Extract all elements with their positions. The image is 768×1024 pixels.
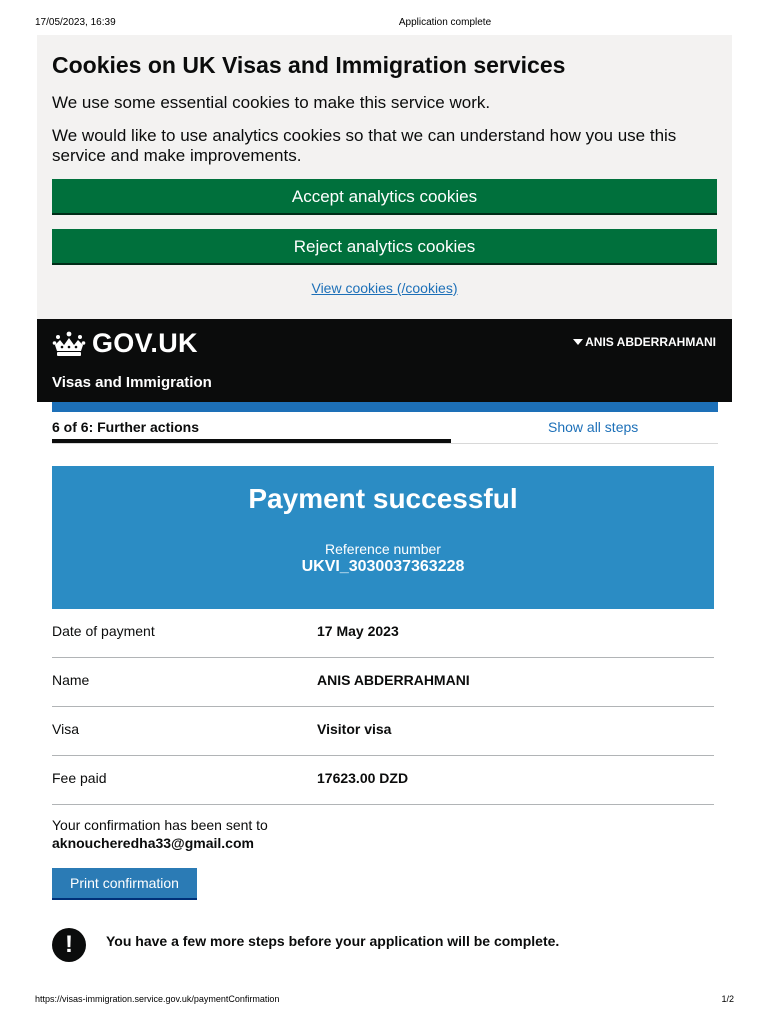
step-progress-bar <box>52 439 451 443</box>
panel-title: Payment successful <box>248 483 518 514</box>
print-url: https://visas-immigration.service.gov.uk/paymentConfirmation <box>35 994 280 1004</box>
summary-row-fee <box>52 756 714 805</box>
summary-key: Date of payment <box>52 623 155 639</box>
print-confirmation-button[interactable]: Print confirmation <box>52 868 197 898</box>
summary-value: ANIS ABDERRAHMANI <box>317 672 470 688</box>
view-cookies-link[interactable]: View cookies (/cookies) <box>311 280 458 296</box>
govuk-logo-text: GOV.UK <box>92 328 198 358</box>
warning-text: You have a few more steps before your application will be complete. <box>106 933 560 949</box>
print-page-title: Application complete <box>398 17 492 28</box>
summary-row-date <box>52 609 714 658</box>
summary-key: Fee paid <box>52 770 107 786</box>
summary-value: 17 May 2023 <box>317 623 399 639</box>
reference-number: UKVI_3030037363228 <box>301 558 465 575</box>
reject-cookies-button[interactable]: Reject analytics cookies <box>52 229 717 263</box>
summary-row-visa <box>52 707 714 756</box>
summary-value: 17623.00 DZD <box>317 770 409 786</box>
caret-down-icon <box>573 339 583 345</box>
summary-key: Name <box>52 672 90 688</box>
header-blue-strip <box>52 402 718 412</box>
cookie-banner <box>37 35 732 319</box>
accept-cookies-button[interactable]: Accept analytics cookies <box>52 179 717 213</box>
print-datetime: 17/05/2023, 16:39 <box>35 17 116 28</box>
crown-icon <box>52 331 86 357</box>
cookie-essential-text: We use some essential cookies to make this service work. <box>52 93 491 112</box>
summary-row-name <box>52 658 714 707</box>
exclamation-icon: ! <box>52 928 86 962</box>
account-name: ANIS ABDERRAHMANI <box>585 335 716 349</box>
cookie-banner-heading: Cookies on UK Visas and Immigration services <box>52 52 566 78</box>
account-menu[interactable] <box>573 335 716 349</box>
confirmation-panel <box>52 466 714 609</box>
cookie-analytics-text: We would like to use analytics cookies so that we can understand how you use this service and make improvements. <box>52 126 677 165</box>
confirmation-sent-text: Your confirmation has been sent to <box>52 817 268 833</box>
print-footer <box>0 994 768 1008</box>
govuk-header <box>37 319 732 402</box>
summary-value: Visitor visa <box>317 721 392 737</box>
govuk-logo-link[interactable] <box>52 328 198 359</box>
payment-summary-list <box>52 609 714 805</box>
print-header <box>0 17 768 31</box>
reference-number-label: Reference number <box>325 541 441 557</box>
show-all-steps-link[interactable]: Show all steps <box>548 419 639 435</box>
summary-key: Visa <box>52 721 79 737</box>
step-progress-label: 6 of 6: Further actions <box>52 419 200 435</box>
confirmation-email: aknoucheredha33@gmail.com <box>52 835 254 851</box>
print-page-number: 1/2 <box>721 994 734 1004</box>
service-name[interactable]: Visas and Immigration <box>52 374 212 391</box>
step-divider <box>52 443 718 444</box>
